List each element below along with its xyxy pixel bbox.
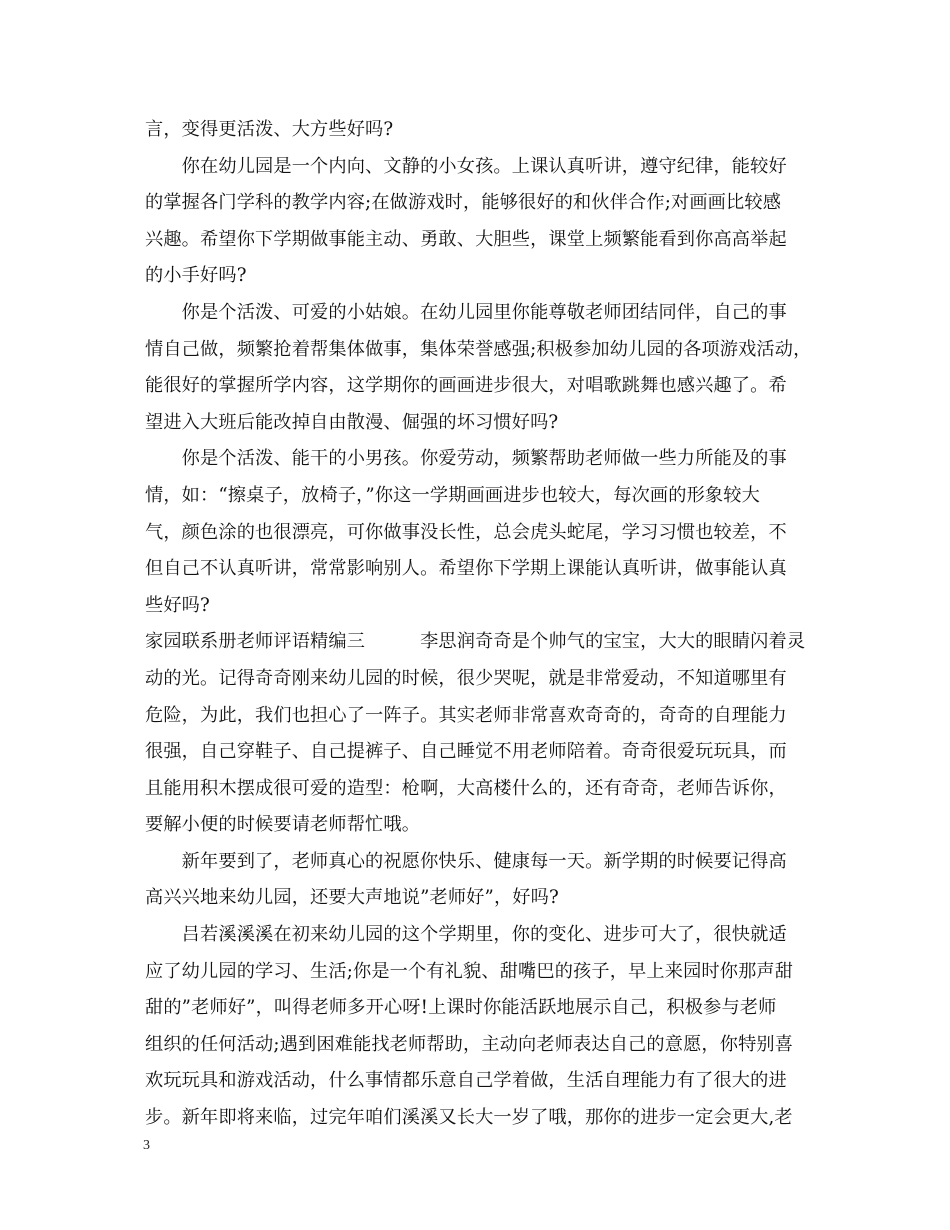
text-line: 吕若溪溪溪在初来幼儿园的这个学期里，你的变化、进步可大了，很快就适 [145, 924, 787, 946]
document-body [145, 112, 820, 1137]
text-line: 言，变得更活泼、大方些好吗? [145, 119, 394, 140]
text-line: 步。新年即将来临，过完年咱们溪溪又长大一岁了哦，那你的进步一定会更大,老 [145, 1107, 793, 1129]
text-line: 你在幼儿园是一个内向、文静的小女孩。上课认真听讲，遵守纪律，能较好 [145, 155, 787, 177]
text-line: 情，如：“擦桌子，放椅子，”你这一学期画画进步也较大，每次画的形象较大 [145, 484, 760, 506]
text-line: 些好吗? [145, 594, 210, 616]
text-line: 家园联系册老师评语精编三 李思润奇奇是个帅气的宝宝，大大的眼睛闪着灵 [145, 631, 806, 653]
text-line: 且能用积木摆成很可爱的造型：枪啊，大高楼什么的，还有奇奇，老师告诉你， [145, 777, 787, 799]
text-line: 望进入大班后能改掉自由散漫、倔强的坏习惯好吗? [145, 411, 559, 433]
page-number: 3 [143, 1138, 150, 1153]
text-line: 能很好的掌握所学内容，这学期你的画画进步很大，对唱歌跳舞也感兴趣了。希 [145, 375, 787, 397]
text-line: 但自己不认真听讲，常常影响别人。希望你下学期上课能认真听讲，做事能认真 [145, 558, 787, 580]
text-line: 新年要到了，老师真心的祝愿你快乐、健康每一天。新学期的时候要记得高 [145, 850, 787, 872]
text-line: 的掌握各门学科的教学内容;在做游戏时，能够很好的和伙伴合作;对画画比较感 [145, 192, 782, 214]
text-line: 兴趣。希望你下学期做事能主动、勇敢、大胆些，课堂上频繁能看到你高高举起 [145, 228, 787, 250]
text-line: 甜的”老师好”，叫得老师多开心呀!上课时你能活跃地展示自己，积极参与老师 [145, 997, 777, 1019]
text-line: 应了幼儿园的学习、生活;你是一个有礼貌、甜嘴巴的孩子，早上来园时你那声甜 [145, 960, 794, 982]
text-line: 很强，自己穿鞋子、自己提裤子、自己睡觉不用老师陪着。奇奇很爱玩玩具，而 [145, 741, 787, 763]
text-line: 危险，为此，我们也担心了一阵子。其实老师非常喜欢奇奇的，奇奇的自理能力 [145, 704, 787, 726]
text-line: 你是个活泼、能干的小男孩。你爱劳动，频繁帮助老师做一些力所能及的事 [145, 448, 787, 470]
text-line: 要解小便的时候要请老师帮忙哦。 [145, 814, 421, 836]
text-line: 情自己做，频繁抢着帮集体做事，集体荣誉感强;积极参加幼儿园的各项游戏活动， [145, 338, 812, 360]
text-line: 欢玩玩具和游戏活动，什么事情都乐意自己学着做，生活自理能力有了很大的进 [145, 1070, 787, 1092]
text-line: 动的光。记得奇奇刚来幼儿园的时候，很少哭呢，就是非常爱动，不知道哪里有 [145, 667, 787, 689]
text-line: 的小手好吗? [145, 265, 247, 287]
text-line: 组织的任何活动;遇到困难能找老师帮助，主动向老师表达自己的意愿，你特别喜 [145, 1033, 794, 1055]
text-line: 高兴兴地来幼儿园，还要大声地说”老师好”，好吗? [145, 887, 559, 909]
text-line: 你是个活泼、可爱的小姑娘。在幼儿园里你能尊敬老师团结同伴，自己的事 [145, 301, 787, 323]
text-line: 气，颜色涂的也很漂亮，可你做事没长性，总会虎头蛇尾，学习习惯也较差，不 [145, 521, 787, 543]
